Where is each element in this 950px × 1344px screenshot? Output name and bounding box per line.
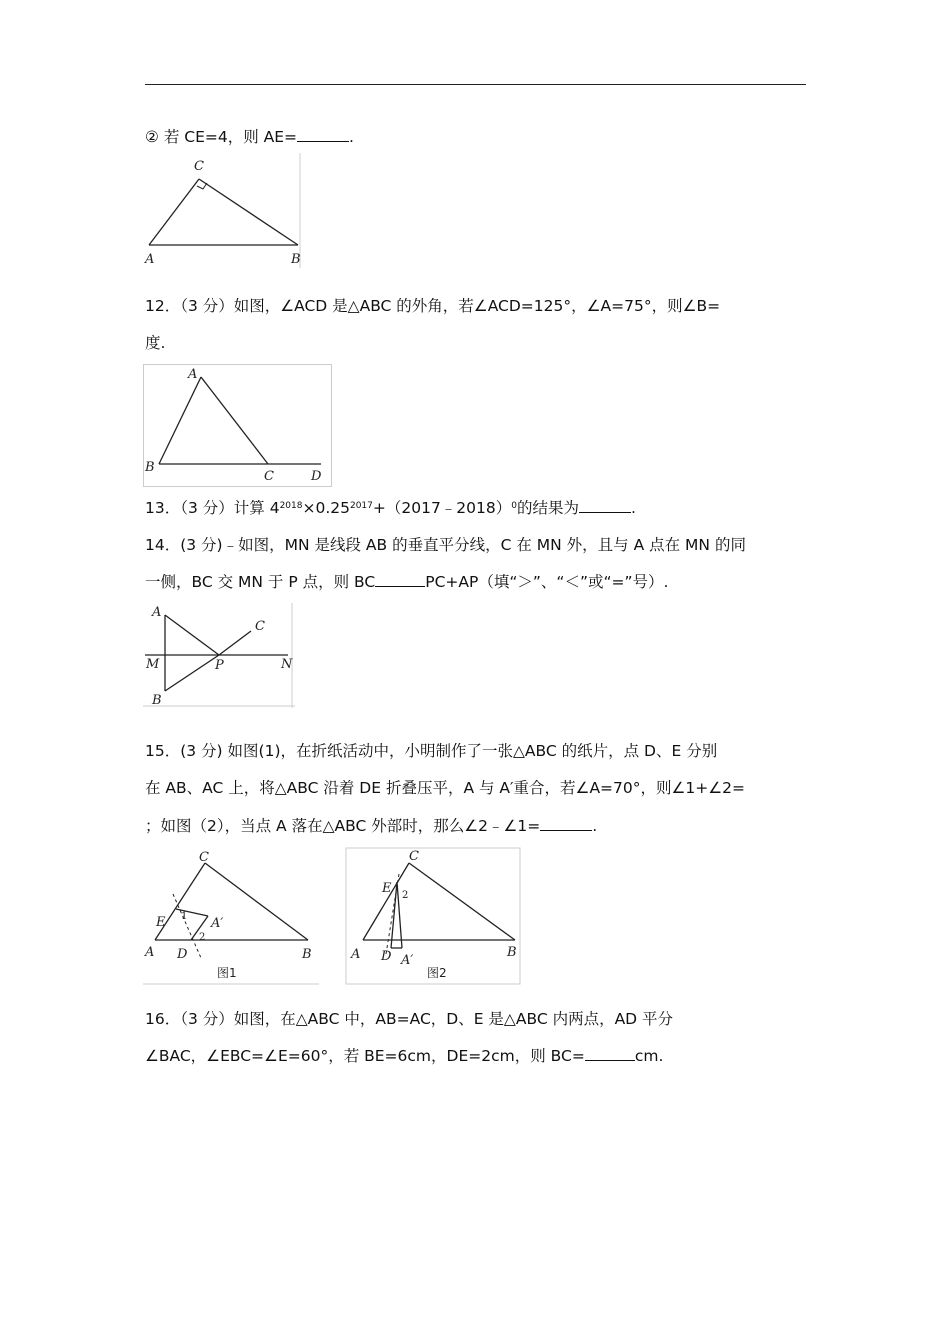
q11-end: . [349,128,354,146]
label-D: D [381,949,392,964]
q16-text-2: ∠BAC，∠EBC=∠E=60°，若 BE=6cm，DE=2cm，则 BC= [145,1047,585,1065]
q14-line1 [145,535,746,555]
q12-text-2: 度. [145,334,166,352]
q14-line2 [145,572,668,592]
label-A: A [145,945,155,960]
angle-2: 2 [199,932,206,943]
label-D: D [177,947,188,962]
label-A: A [188,367,198,382]
q14-text-2: 一侧，BC 交 MN 于 P 点，则 BC [145,573,376,591]
label-C: C [409,849,419,864]
q16-line1 [145,1009,673,1029]
label-A: A [351,947,361,962]
label-P: P [215,658,224,673]
q15-line1 [145,741,717,761]
figure-right-triangle [143,153,308,268]
answer-blank [297,127,349,142]
q13-end: . [631,499,636,517]
q16-text: 16．（3 分）如图，在△ABC 中，AB=AC，D、E 是△ABC 内两点，AD 平分 [145,1010,674,1028]
q15-text: 15．(3 分) 如图(1)，在折纸活动中，小明制作了一张△ABC 的纸片，点 D、E 分别 [145,742,718,760]
label-B: B [507,945,517,960]
q15-text-3: ；如图（2），当点 A 落在△ABC 外部时，那么∠2﹣∠1= [145,817,541,835]
label-C: C [199,850,209,865]
label-B: B [291,252,301,267]
answer-blank [579,498,631,513]
angle-1: 1 [181,911,188,922]
q13-line [145,498,636,518]
exponent-0: 0 [511,501,517,511]
label-E: E [156,915,166,930]
q13-text-post: 的结果为 [517,499,580,517]
label-C: C [255,619,265,634]
label-M: M [146,657,160,672]
q15-text-2: 在 AB、AC 上，将△ABC 沿着 DE 折叠压平，A 与 A′重合，若∠A=70°，则∠1+∠2= [145,779,745,797]
q12-text: 12．（3 分）如图，∠ACD 是△ABC 的外角，若∠ACD=125°，∠A=75°，则∠B= [145,297,721,315]
q15-end: . [592,817,598,835]
label-B: B [152,693,162,708]
label-C: C [194,159,204,174]
q14-text-3: PC+AP（填“＞”、“＜”或“=”号）. [425,573,669,591]
answer-blank [585,1046,635,1061]
q15-line3 [145,816,597,836]
figure-perpendicular-bisector [143,603,295,708]
label-A-prime: A′ [211,916,224,931]
answer-blank [540,816,592,831]
label-D: D [311,469,322,484]
header-rule [145,84,806,85]
figure-exterior-angle [143,364,333,488]
q13-text-mid2: +（2017﹣2018） [372,499,512,517]
figure-folding [143,846,523,988]
label-A-prime: A′ [401,953,414,968]
q15-line2 [145,778,745,798]
q16-line2 [145,1046,663,1066]
q13-text: 13．（3 分）计算 4 [145,499,280,517]
q14-text: 14．(3 分)﹣如图，MN 是线段 AB 的垂直平分线，C 在 MN 外，且与 A 点在 MN 的同 [145,536,746,554]
q11-part2 [145,127,354,147]
angle-2: 2 [402,890,409,901]
q12-line1 [145,296,720,316]
caption-fig2: 图2 [427,966,447,980]
label-A: A [145,252,155,267]
label-E: E [382,881,392,896]
exponent-2017: 2017 [349,501,373,511]
q16-end: cm. [634,1047,664,1065]
q13-text-mid: ×0.25 [302,499,350,517]
q12-line2 [145,333,165,353]
label-A: A [152,605,162,620]
label-B: B [302,947,312,962]
caption-fig1: 图1 [217,966,237,980]
label-C: C [264,469,274,484]
answer-blank [375,572,425,587]
exponent-2018: 2018 [279,501,303,511]
q11-text: ② 若 CE=4，则 AE= [145,128,298,146]
label-B: B [145,460,155,475]
label-N: N [281,657,293,672]
